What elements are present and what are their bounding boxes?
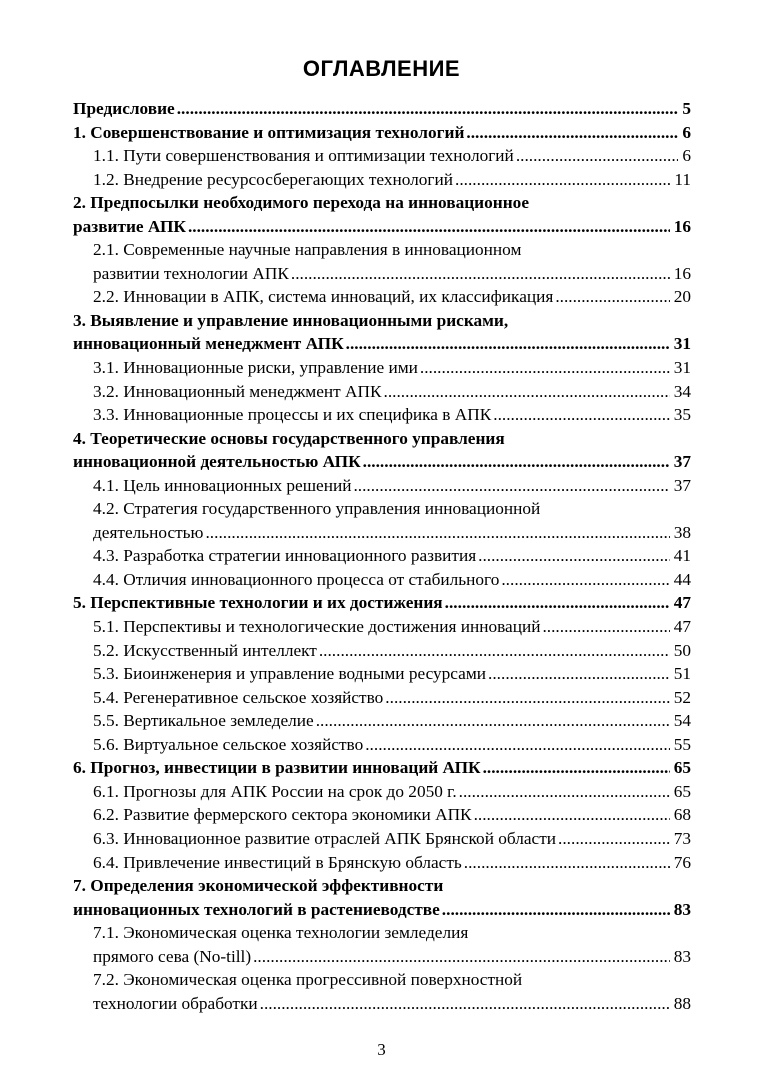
toc-page-number: 83 xyxy=(673,899,691,919)
toc-entry-row xyxy=(93,639,691,663)
toc-entry-title: развитие АПК xyxy=(73,216,186,236)
toc-entry-title: развитии технологии АПК xyxy=(93,263,289,283)
toc-section-entry[interactable] xyxy=(73,733,691,757)
dot-leader xyxy=(459,780,670,804)
toc-section-entry[interactable] xyxy=(73,285,691,309)
toc-section-entry[interactable] xyxy=(73,921,691,968)
toc-entry-title: 1.1. Пути совершенствования и оптимизации технологий xyxy=(93,146,514,166)
dot-leader xyxy=(478,544,670,568)
toc-entry-row xyxy=(93,521,691,545)
dot-leader xyxy=(253,945,670,969)
table-of-contents xyxy=(73,97,691,1015)
toc-section-entry[interactable] xyxy=(73,709,691,733)
toc-chapter-entry[interactable] xyxy=(73,756,691,780)
dot-leader xyxy=(385,686,669,710)
toc-entry-row xyxy=(93,615,691,639)
toc-page-number: 16 xyxy=(673,216,691,236)
toc-page-number: 16 xyxy=(673,263,691,283)
toc-entry-row xyxy=(93,733,691,757)
dot-leader xyxy=(363,450,670,474)
toc-page-number: 47 xyxy=(673,593,691,613)
toc-entry-title: 1.2. Внедрение ресурсосберегающих технологий xyxy=(93,169,454,189)
toc-entry-title: инновационной деятельностью АПК xyxy=(73,452,361,472)
toc-entry-row xyxy=(73,215,691,239)
toc-entry-title-line: 7.1. Экономическая оценка технологии земледелия xyxy=(93,923,469,943)
toc-section-entry[interactable] xyxy=(73,686,691,710)
toc-chapter-entry[interactable] xyxy=(73,591,691,615)
toc-entry-title-line: 7.2. Экономическая оценка прогрессивной поверхностной xyxy=(93,970,523,990)
toc-section-entry[interactable] xyxy=(73,403,691,427)
toc-entry-title: 3.2. Инновационный менеджмент АПК xyxy=(93,381,382,401)
dot-leader xyxy=(346,332,670,356)
toc-section-entry[interactable] xyxy=(73,851,691,875)
toc-section-entry[interactable] xyxy=(73,639,691,663)
toc-page-number: 52 xyxy=(673,687,691,707)
toc-section-entry[interactable] xyxy=(73,144,691,168)
dot-leader xyxy=(177,97,679,121)
toc-entry-row xyxy=(73,332,691,356)
dot-leader xyxy=(464,851,670,875)
toc-entry-row xyxy=(93,168,691,192)
dot-leader xyxy=(316,709,670,733)
page-title: ОГЛАВЛЕНИЕ xyxy=(302,56,461,81)
toc-entry-title: 4.1. Цель инновационных решений xyxy=(93,475,352,495)
toc-entry-title: прямого сева (No-till) xyxy=(93,946,252,966)
toc-entry-title: 2.2. Инновации в АПК, система инноваций, их классификация xyxy=(93,287,554,307)
toc-entry-row xyxy=(93,356,691,380)
toc-entry-row xyxy=(73,450,691,474)
toc-entry-row xyxy=(93,662,691,686)
dot-leader xyxy=(365,733,669,757)
toc-entry-title-line: 2. Предпосылки необходимого перехода на инновационное xyxy=(73,193,529,213)
dot-leader xyxy=(205,521,669,545)
dot-leader xyxy=(445,591,670,615)
toc-chapter-entry[interactable] xyxy=(73,97,691,121)
toc-section-entry[interactable] xyxy=(73,780,691,804)
toc-entry-title: 5.1. Перспективы и технологические достижения инноваций xyxy=(93,617,541,637)
toc-entry-title: инновационных технологий в растениеводстве xyxy=(73,899,440,919)
dot-leader xyxy=(291,262,670,286)
dot-leader xyxy=(483,756,670,780)
dot-leader xyxy=(353,474,669,498)
toc-section-entry[interactable] xyxy=(73,568,691,592)
toc-page-number: 55 xyxy=(673,734,691,754)
toc-entry-row xyxy=(93,780,691,804)
toc-entry-row xyxy=(73,97,691,121)
toc-entry-row xyxy=(93,992,691,1016)
toc-section-entry[interactable] xyxy=(73,827,691,851)
toc-entry-row xyxy=(93,262,691,286)
toc-chapter-entry[interactable] xyxy=(73,121,691,145)
dot-leader xyxy=(516,144,679,168)
toc-entry-row xyxy=(93,544,691,568)
dot-leader xyxy=(442,898,670,922)
toc-section-entry[interactable] xyxy=(73,662,691,686)
toc-entry-row xyxy=(93,474,691,498)
toc-page-number: 5 xyxy=(682,99,691,118)
toc-section-entry[interactable] xyxy=(73,474,691,498)
toc-entry-title: 6.4. Привлечение инвестиций в Брянскую область xyxy=(93,852,462,872)
toc-page-number: 73 xyxy=(673,828,691,848)
toc-entry-title: 6. Прогноз, инвестиции в развитии инноваций АПК xyxy=(73,758,481,778)
toc-page-number: 20 xyxy=(673,287,691,307)
toc-entry-row xyxy=(93,803,691,827)
toc-section-entry[interactable] xyxy=(73,497,691,544)
toc-entry-row xyxy=(93,827,691,851)
toc-page-number: 83 xyxy=(673,946,691,966)
dot-leader xyxy=(466,121,678,145)
toc-page-number: 6 xyxy=(682,122,691,142)
toc-page-number: 76 xyxy=(673,852,691,872)
dot-leader xyxy=(558,827,670,851)
toc-chapter-entry[interactable] xyxy=(73,427,691,474)
toc-entry-row xyxy=(93,568,691,592)
toc-entry-title-line: 7. Определения экономической эффективности xyxy=(73,876,444,896)
toc-entry-title-line: 4.2. Стратегия государственного управления инновационной xyxy=(93,499,541,519)
toc-entry-row xyxy=(93,851,691,875)
toc-entry-title: 5.5. Вертикальное земледелие xyxy=(93,711,314,731)
toc-section-entry[interactable] xyxy=(73,168,691,192)
toc-entry-row xyxy=(93,380,691,404)
toc-entry-row xyxy=(73,756,691,780)
toc-page-number: 65 xyxy=(673,781,691,801)
toc-page-number: 6 xyxy=(682,146,691,166)
toc-entry-title: 3.1. Инновационные риски, управление ими xyxy=(93,358,418,378)
toc-page-number: 38 xyxy=(673,522,691,542)
toc-section-entry[interactable] xyxy=(73,380,691,404)
toc-page-number: 51 xyxy=(673,664,691,684)
toc-entry-title: 4.3. Разработка стратегии инновационного развития xyxy=(93,546,477,566)
toc-entry-title: 5. Перспективные технологии и их достижения xyxy=(73,593,443,613)
toc-page-number: 31 xyxy=(673,358,691,378)
toc-entry-row xyxy=(93,144,691,168)
dot-leader xyxy=(420,356,670,380)
toc-entry-title: технологии обработки xyxy=(93,993,258,1013)
toc-entry-title: 6.2. Развитие фермерского сектора экономики АПК xyxy=(93,805,472,825)
toc-section-entry[interactable] xyxy=(73,356,691,380)
toc-entry-title: Предисловие xyxy=(73,99,175,118)
dot-leader xyxy=(542,615,669,639)
toc-entry-row xyxy=(93,285,691,309)
toc-entry-title: 6.3. Инновационное развитие отраслей АПК Брянской области xyxy=(93,828,557,848)
dot-leader xyxy=(493,403,669,427)
toc-entry-title: 4.4. Отличия инновационного процесса от стабильного xyxy=(93,569,500,589)
toc-page-number: 68 xyxy=(673,805,691,825)
toc-entry-title-line: 2.1. Современные научные направления в инновационном xyxy=(93,240,522,260)
toc-entry-row xyxy=(73,121,691,145)
dot-leader xyxy=(501,568,669,592)
toc-page-number: 54 xyxy=(673,711,691,731)
toc-page-number: 47 xyxy=(673,617,691,637)
toc-page-number: 37 xyxy=(673,452,691,472)
toc-page-number: 37 xyxy=(673,475,691,495)
toc-entry-row xyxy=(73,591,691,615)
toc-page-number: 34 xyxy=(673,381,691,401)
toc-entry-row xyxy=(93,709,691,733)
toc-entry-title: деятельностью xyxy=(93,522,204,542)
dot-leader xyxy=(555,285,669,309)
toc-page-number: 50 xyxy=(673,640,691,660)
dot-leader xyxy=(455,168,670,192)
toc-entry-row xyxy=(93,403,691,427)
toc-page-number: 11 xyxy=(674,169,691,189)
page-number: 3 xyxy=(377,1040,386,1059)
toc-section-entry[interactable] xyxy=(73,544,691,568)
toc-entry-row xyxy=(93,686,691,710)
dot-leader xyxy=(384,380,670,404)
toc-section-entry[interactable] xyxy=(73,968,691,1015)
toc-chapter-entry[interactable] xyxy=(73,309,691,356)
dot-leader xyxy=(319,639,670,663)
toc-page-number: 41 xyxy=(673,546,691,566)
toc-section-entry[interactable] xyxy=(73,238,691,285)
dot-leader xyxy=(260,992,670,1016)
toc-entry-title: 5.3. Биоинженерия и управление водными ресурсами xyxy=(93,664,487,684)
toc-entry-row xyxy=(73,898,691,922)
toc-page-number: 31 xyxy=(673,334,691,354)
toc-entry-title-line: 4. Теоретические основы государственного управления xyxy=(73,428,505,448)
toc-entry-title: 5.6. Виртуальное сельское хозяйство xyxy=(93,734,364,754)
toc-page-number: 65 xyxy=(673,758,691,778)
toc-entry-title: 1. Совершенствование и оптимизация технологий xyxy=(73,122,465,142)
dot-leader xyxy=(188,215,670,239)
toc-entry-title: 5.4. Регенеративное сельское хозяйство xyxy=(93,687,384,707)
toc-page-number: 35 xyxy=(673,405,691,425)
toc-section-entry[interactable] xyxy=(73,803,691,827)
toc-page-number: 44 xyxy=(673,569,691,589)
dot-leader xyxy=(474,803,670,827)
toc-entry-title: 6.1. Прогнозы для АПК России на срок до 2050 г. xyxy=(93,781,457,801)
toc-section-entry[interactable] xyxy=(73,615,691,639)
toc-page-number: 88 xyxy=(673,993,691,1013)
toc-chapter-entry[interactable] xyxy=(73,191,691,238)
toc-entry-title: 3.3. Инновационные процессы и их специфика в АПК xyxy=(93,405,492,425)
dot-leader xyxy=(488,662,670,686)
toc-entry-title: 5.2. Искусственный интеллект xyxy=(93,640,317,660)
toc-chapter-entry[interactable] xyxy=(73,874,691,921)
toc-entry-title-line: 3. Выявление и управление инновационными рисками, xyxy=(73,310,509,330)
toc-entry-row xyxy=(93,945,691,969)
toc-entry-title: инновационный менеджмент АПК xyxy=(73,334,344,354)
